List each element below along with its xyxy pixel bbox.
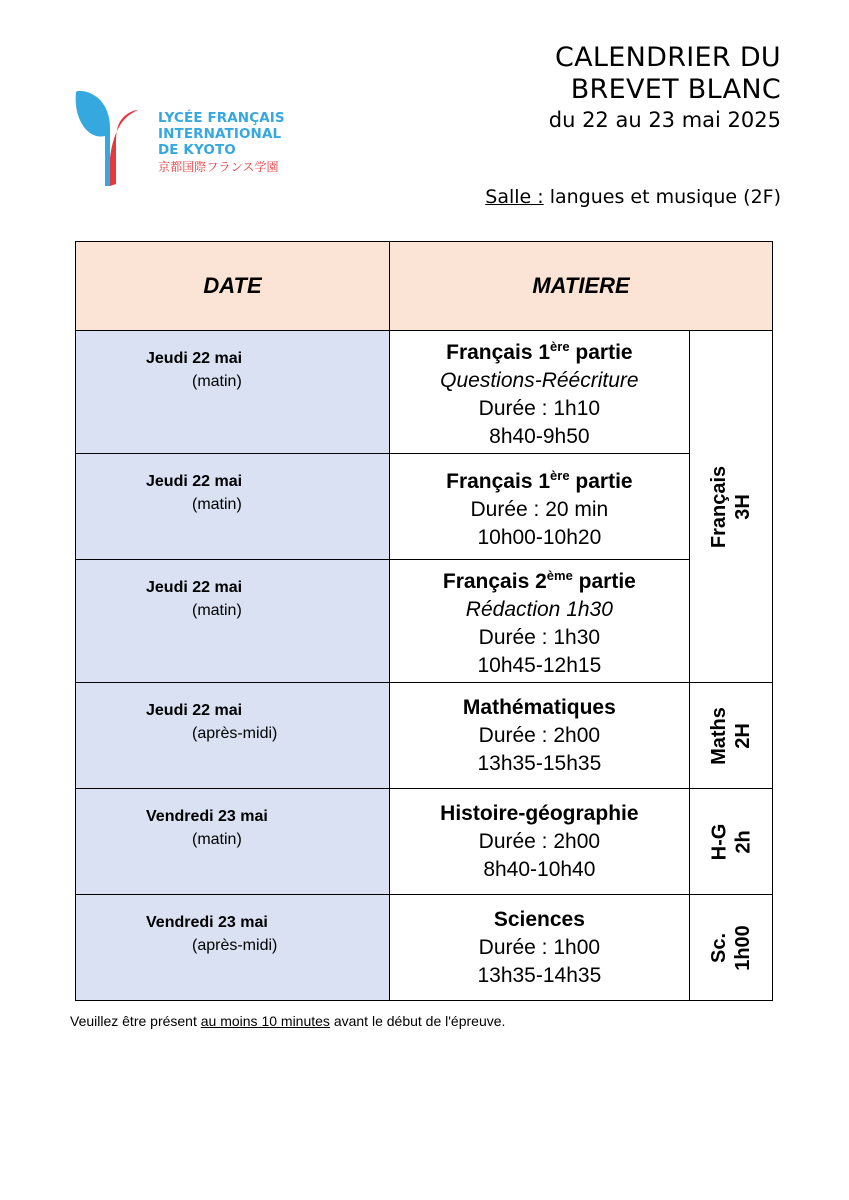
logo-emblem-icon	[74, 88, 154, 188]
column-header-date: DATE	[76, 242, 390, 331]
exam-period: (matin)	[192, 831, 242, 848]
footer-text-before: Veuillez être présent	[70, 1013, 201, 1029]
subject-cell	[390, 454, 690, 560]
title-line1: CALENDRIER DU	[555, 42, 781, 73]
subject-detail: Rédaction 1h30	[465, 598, 613, 621]
exam-period: (matin)	[192, 602, 242, 619]
room-value: langues et musique (2F)	[549, 186, 781, 208]
subject-time: 8h40-10h40	[483, 857, 596, 881]
subject-title: Français 1ère partie	[446, 339, 633, 364]
subject-cell	[390, 560, 690, 683]
subject-time: 13h35-15h35	[477, 751, 602, 775]
exam-day: Jeudi 22 mai	[146, 702, 243, 719]
title-dates: du 22 au 23 mai 2025	[548, 108, 781, 132]
table-row	[76, 895, 773, 1001]
subject-detail: Questions-Réécriture	[440, 369, 639, 392]
exam-day: Jeudi 22 mai	[146, 473, 243, 490]
exam-day: Vendredi 23 mai	[146, 808, 268, 825]
logo-japanese-name: 京都国際フランス学園	[158, 160, 279, 174]
side-label-francais: Français 3H	[689, 331, 772, 683]
school-logo	[74, 88, 304, 188]
side-label-hg: H-G 2h	[689, 789, 772, 895]
table-row	[76, 683, 773, 789]
room-label: Salle :	[485, 186, 544, 208]
subject-cell	[390, 789, 690, 895]
document-title	[549, 42, 781, 134]
date-cell	[76, 331, 390, 454]
subject-title: Histoire-géographie	[440, 801, 639, 825]
table-row	[76, 560, 773, 683]
exam-day: Jeudi 22 mai	[146, 579, 243, 596]
subject-duration: Durée : 1h10	[478, 397, 601, 420]
logo-line1: LYCÉE FRANÇAIS	[158, 110, 285, 126]
table-row	[76, 789, 773, 895]
date-cell	[76, 454, 390, 560]
date-cell	[76, 895, 390, 1001]
logo-line3: DE KYOTO	[158, 142, 236, 158]
footer-note	[70, 1013, 505, 1029]
date-cell	[76, 789, 390, 895]
subject-cell	[390, 683, 690, 789]
table-row	[76, 454, 773, 560]
subject-duration: Durée : 1h30	[478, 626, 601, 649]
table-row	[76, 331, 773, 454]
side-label-sciences: Sc. 1h00	[689, 895, 772, 1001]
exam-day: Vendredi 23 mai	[146, 914, 268, 931]
schedule-table	[75, 241, 773, 1001]
subject-duration: Durée : 20 min	[470, 497, 609, 521]
subject-cell	[390, 895, 690, 1001]
subject-title: Mathématiques	[462, 695, 616, 719]
subject-time: 8h40-9h50	[489, 425, 590, 448]
subject-time: 10h45-12h15	[477, 654, 602, 677]
table-header-row	[76, 242, 773, 331]
side-label-maths: Maths 2H	[689, 683, 772, 789]
exam-period: (matin)	[192, 373, 242, 390]
subject-title: Français 1ère partie	[446, 467, 633, 493]
title-line2: BREVET BLANC	[570, 74, 781, 105]
subject-title: Sciences	[493, 907, 585, 931]
exam-period: (après-midi)	[192, 937, 278, 954]
subject-cell	[390, 331, 690, 454]
subject-duration: Durée : 2h00	[478, 723, 601, 747]
exam-period: (matin)	[192, 496, 242, 513]
subject-duration: Durée : 2h00	[478, 829, 601, 853]
column-header-matiere: MATIERE	[390, 242, 773, 331]
date-cell	[76, 683, 390, 789]
subject-time: 10h00-10h20	[477, 525, 602, 549]
footer-text-underlined: au moins 10 minutes	[200, 1013, 330, 1029]
footer-text-after: avant le début de l'épreuve.	[329, 1013, 506, 1029]
subject-duration: Durée : 1h00	[478, 935, 601, 959]
subject-title: Français 2ème partie	[442, 568, 636, 593]
room-info	[485, 186, 781, 208]
exam-period: (après-midi)	[192, 725, 278, 742]
exam-day: Jeudi 22 mai	[146, 350, 243, 367]
subject-time: 13h35-14h35	[477, 963, 602, 987]
date-cell	[76, 560, 390, 683]
logo-line2: INTERNATIONAL	[158, 126, 282, 142]
